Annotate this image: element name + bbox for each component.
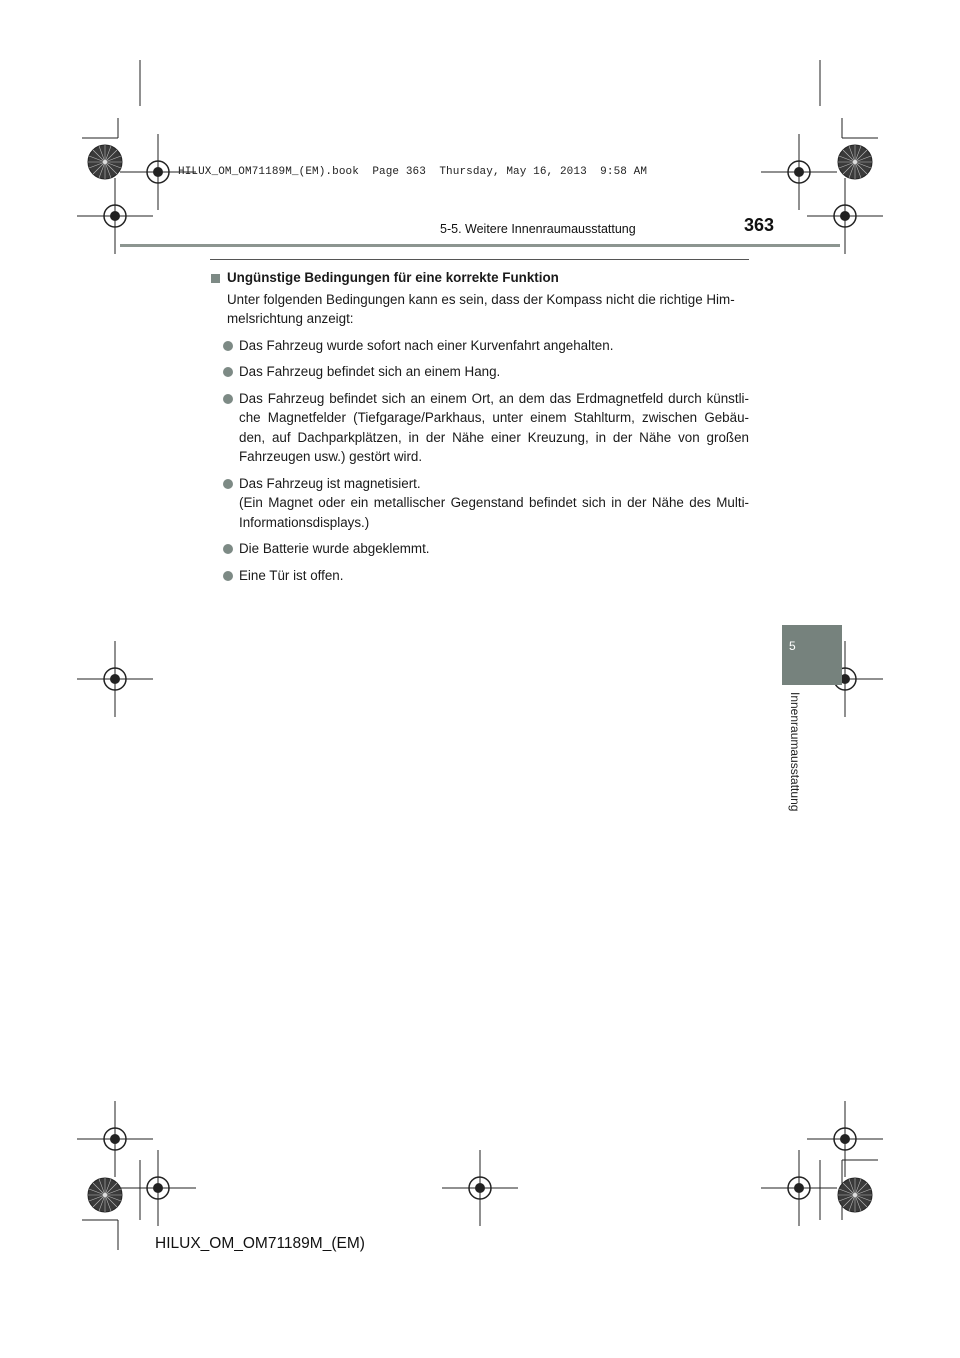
list-item-text: Das Fahrzeug wurde sofort nach einer Kurvenfahrt angehalten. bbox=[239, 337, 614, 353]
list-item-text: Das Fahrzeug befindet sich an einem Hang. bbox=[239, 364, 501, 379]
registration-mark-icon bbox=[120, 1150, 196, 1226]
registration-mark-icon bbox=[807, 178, 883, 254]
list-item bbox=[210, 474, 749, 533]
color-wheel-icon bbox=[838, 1178, 872, 1212]
page-number: 363 bbox=[744, 215, 775, 235]
list-item bbox=[210, 362, 749, 382]
chapter-number: 5 bbox=[789, 639, 796, 653]
content-rule bbox=[210, 259, 749, 260]
registration-mark-icon bbox=[77, 178, 153, 254]
list-item bbox=[210, 389, 749, 467]
subsection-heading bbox=[210, 268, 749, 288]
color-wheel-icon bbox=[88, 1178, 122, 1212]
list-item bbox=[210, 539, 749, 559]
registration-mark-icon bbox=[807, 1101, 883, 1177]
square-bullet-icon bbox=[211, 274, 220, 283]
chapter-tab bbox=[782, 625, 842, 685]
registration-mark-icon bbox=[77, 1101, 153, 1177]
chapter-label: Innenraumausstattung bbox=[788, 692, 802, 812]
circle-bullet-icon bbox=[223, 394, 233, 404]
document-id: HILUX_OM_OM71189M_(EM) bbox=[155, 1235, 365, 1252]
list-item bbox=[210, 566, 749, 586]
color-wheel-icon bbox=[838, 145, 872, 179]
list-item-note: (Ein Magnet oder ein metallischer Gegenstand befindet sich in der Nähe des Multi-Informationsdisplays.) bbox=[239, 495, 749, 530]
list-item bbox=[210, 336, 749, 356]
color-wheel-icon bbox=[88, 145, 122, 179]
registration-mark-icon bbox=[761, 134, 837, 210]
circle-bullet-icon bbox=[223, 544, 233, 554]
registration-mark-icon bbox=[442, 1150, 518, 1226]
heading-text: Ungünstige Bedingungen für eine korrekte Funktion bbox=[227, 270, 559, 285]
intro-paragraph: Unter folgenden Bedingungen kann es sein, dass der Kompass nicht die richtige Him-melsrichtung anzeigt: bbox=[227, 291, 735, 326]
main-content bbox=[210, 268, 749, 585]
circle-bullet-icon bbox=[223, 341, 233, 351]
header-rule bbox=[120, 244, 840, 247]
condition-list bbox=[210, 336, 749, 586]
circle-bullet-icon bbox=[223, 479, 233, 489]
circle-bullet-icon bbox=[223, 367, 233, 377]
list-item-text: Die Batterie wurde abgeklemmt. bbox=[239, 541, 430, 556]
list-item-text: Das Fahrzeug ist magnetisiert. bbox=[239, 475, 421, 491]
printer-slug: HILUX_OM_OM71189M_(EM).book Page 363 Thursday, May 16, 2013 9:58 AM bbox=[178, 166, 648, 178]
section-title: 5-5. Weitere Innenraumausstattung bbox=[440, 222, 636, 236]
list-item-text: Das Fahrzeug befindet sich an einem Ort, an dem das Erdmagnetfeld durch künstli-che Magnetfelder (Tiefgarage/Parkhaus, unter einem Stahlturm, zwischen Gebäu-den, auf Dachparkplätzen, in der Nähe einer Kreuzung, in der Nähe von großen Fahrzeugen usw.) gestört wird. bbox=[239, 390, 749, 464]
registration-mark-icon bbox=[77, 641, 153, 717]
list-item-text: Eine Tür ist offen. bbox=[239, 567, 344, 583]
registration-mark-icon bbox=[761, 1150, 837, 1226]
circle-bullet-icon bbox=[223, 571, 233, 581]
